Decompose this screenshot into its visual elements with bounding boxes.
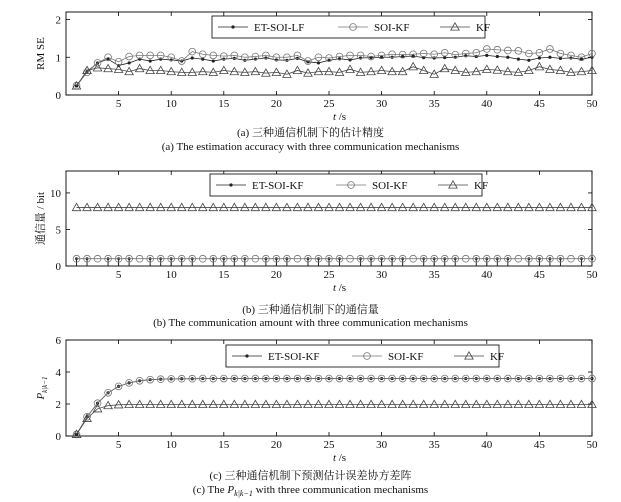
caption-c-cn: (c) 三种通信机制下预测估计误差协方差阵 bbox=[209, 470, 412, 482]
point-KF bbox=[325, 400, 333, 407]
y-tick-label: 1 bbox=[55, 52, 61, 65]
point-KF bbox=[419, 203, 427, 210]
point-KF bbox=[441, 400, 449, 407]
caption-b-en: (b) The communication amount with three communication mechanisms bbox=[153, 317, 468, 329]
point-ET-SOI-LF bbox=[212, 59, 215, 62]
point-KF bbox=[535, 63, 543, 70]
point-KF bbox=[356, 400, 364, 407]
point-KF bbox=[493, 203, 501, 210]
x-tick-label: 10 bbox=[165, 439, 177, 451]
point-KF bbox=[220, 400, 228, 407]
point-KF bbox=[441, 64, 449, 71]
point-KF bbox=[441, 203, 449, 210]
x-tick-label: 50 bbox=[586, 439, 598, 451]
point-KF bbox=[156, 400, 164, 407]
series-ET-SOI-KF bbox=[75, 377, 594, 436]
point-ET-SOI-LF bbox=[527, 59, 530, 62]
x-tick-label: 50 bbox=[586, 269, 598, 281]
legend-marker-ET-SOI-KF bbox=[229, 183, 232, 186]
point-KF bbox=[304, 203, 312, 210]
point-KF bbox=[451, 400, 459, 407]
point-KF bbox=[514, 400, 522, 407]
point-KF bbox=[546, 400, 554, 407]
x-tick-label: 10 bbox=[165, 269, 177, 281]
point-KF bbox=[409, 203, 417, 210]
point-KF bbox=[377, 66, 385, 73]
y-axis-label-main: 通信量 bbox=[35, 212, 47, 246]
legend-label-SOI-KF: SOI-KF bbox=[388, 351, 424, 363]
legend-label-KF: KF bbox=[490, 351, 505, 363]
point-KF bbox=[356, 203, 364, 210]
y-axis-label-unit: / bit bbox=[35, 191, 47, 213]
caption-c-en-sub: k|k−1 bbox=[234, 489, 253, 499]
point-KF bbox=[125, 203, 133, 210]
plot-2 bbox=[35, 335, 598, 464]
point-KF bbox=[167, 400, 175, 407]
point-KF bbox=[409, 400, 417, 407]
point-KF bbox=[178, 400, 186, 407]
point-KF bbox=[156, 66, 164, 73]
line-KF bbox=[77, 404, 592, 434]
point-KF bbox=[335, 203, 343, 210]
y-tick-label: 0 bbox=[55, 431, 61, 443]
point-ET-SOI-LF bbox=[191, 56, 194, 59]
x-axis-label bbox=[333, 282, 346, 294]
point-KF bbox=[514, 203, 522, 210]
x-tick-label: 50 bbox=[586, 98, 598, 110]
x-tick-label: 15 bbox=[218, 98, 230, 110]
x-tick-label: 15 bbox=[218, 439, 230, 451]
caption-c-en-pre: (c) The bbox=[192, 484, 228, 496]
point-KF bbox=[314, 400, 322, 407]
y-tick-label: 10 bbox=[50, 187, 61, 200]
point-KF bbox=[209, 400, 217, 407]
x-tick-label: 25 bbox=[323, 439, 335, 451]
caption-a-cn: (a) 三种通信机制下的估计精度 bbox=[237, 127, 384, 139]
point-KF bbox=[135, 203, 143, 210]
line-KF bbox=[77, 67, 592, 86]
point-KF bbox=[577, 400, 585, 407]
x-tick-label: 40 bbox=[481, 439, 493, 451]
y-axis-label-main: P bbox=[35, 392, 47, 400]
point-KF bbox=[335, 400, 343, 407]
x-tick-label: 30 bbox=[376, 439, 388, 451]
x-tick-label: 20 bbox=[270, 98, 282, 110]
point-KF bbox=[167, 203, 175, 210]
point-ET-SOI-LF bbox=[149, 59, 152, 62]
x-tick-label: 40 bbox=[481, 98, 493, 110]
x-tick-label: 35 bbox=[428, 98, 440, 110]
point-KF bbox=[462, 203, 470, 210]
x-tick-label: 45 bbox=[533, 98, 545, 110]
point-KF bbox=[398, 67, 406, 74]
point-KF bbox=[525, 66, 533, 73]
x-tick-label: 45 bbox=[533, 439, 545, 451]
series-KF bbox=[72, 63, 596, 90]
caption-b-cn: (b) 三种通信机制下的通信量 bbox=[242, 304, 379, 316]
point-KF bbox=[199, 67, 207, 74]
point-KF bbox=[262, 400, 270, 407]
point-KF bbox=[304, 400, 312, 407]
point-KF bbox=[93, 203, 101, 210]
series-KF bbox=[72, 400, 596, 437]
point-KF bbox=[188, 400, 196, 407]
x-tick-label: 25 bbox=[323, 269, 335, 281]
point-KF bbox=[398, 203, 406, 210]
point-KF bbox=[346, 400, 354, 407]
legend-label-SOI-KF: SOI-KF bbox=[374, 22, 410, 34]
series-SOI-KF bbox=[73, 255, 595, 262]
point-KF bbox=[241, 203, 249, 210]
point-KF bbox=[556, 400, 564, 407]
point-KF bbox=[293, 400, 301, 407]
point-KF bbox=[272, 203, 280, 210]
x-tick-label: 15 bbox=[218, 269, 230, 281]
point-KF bbox=[430, 400, 438, 407]
point-KF bbox=[293, 66, 301, 73]
point-KF bbox=[251, 203, 259, 210]
y-axis-label bbox=[35, 376, 49, 400]
legend-label-ET-SOI-KF: ET-SOI-KF bbox=[252, 180, 304, 192]
point-KF bbox=[199, 203, 207, 210]
point-KF bbox=[199, 400, 207, 407]
point-KF bbox=[156, 203, 164, 210]
point-KF bbox=[419, 66, 427, 73]
y-tick-label: 5 bbox=[55, 224, 61, 237]
x-tick-label: 45 bbox=[533, 269, 545, 281]
point-KF bbox=[472, 203, 480, 210]
series-SOI-KF bbox=[73, 46, 595, 89]
point-KF bbox=[388, 203, 396, 210]
point-ET-SOI-LF bbox=[548, 56, 551, 59]
point-KF bbox=[135, 64, 143, 71]
point-KF bbox=[251, 400, 259, 407]
legend bbox=[212, 16, 490, 38]
series-SOI-KF bbox=[73, 375, 595, 438]
point-KF bbox=[472, 400, 480, 407]
point-KF bbox=[377, 203, 385, 210]
point-KF bbox=[567, 203, 575, 210]
point-ET-SOI-LF bbox=[496, 55, 499, 58]
point-KF bbox=[251, 67, 259, 74]
plot-0 bbox=[35, 12, 598, 123]
point-KF bbox=[377, 400, 385, 407]
point-KF bbox=[83, 203, 91, 210]
caption-c-en bbox=[0, 484, 621, 498]
y-axis-label-sub: k|k−1 bbox=[41, 376, 49, 393]
y-tick-label: 6 bbox=[55, 335, 61, 347]
point-KF bbox=[462, 400, 470, 407]
point-KF bbox=[188, 203, 196, 210]
point-KF bbox=[272, 68, 280, 75]
point-KF bbox=[262, 203, 270, 210]
point-KF bbox=[146, 400, 154, 407]
legend-label-KF: KF bbox=[476, 22, 491, 34]
legend-label-SOI-KF: SOI-KF bbox=[372, 180, 408, 192]
point-KF bbox=[220, 66, 228, 73]
point-ET-SOI-LF bbox=[506, 56, 509, 59]
x-axis-label-var: t bbox=[332, 452, 337, 464]
point-KF bbox=[483, 400, 491, 407]
legend bbox=[226, 345, 504, 367]
point-KF bbox=[483, 65, 491, 72]
x-axis-label-var: t bbox=[332, 111, 337, 123]
caption-c-en-post: with three communication mechanisms bbox=[252, 484, 429, 496]
y-tick-label: 2 bbox=[55, 399, 61, 411]
y-tick-label: 0 bbox=[55, 90, 61, 102]
point-KF bbox=[430, 70, 438, 77]
point-KF bbox=[567, 400, 575, 407]
point-KF bbox=[346, 65, 354, 72]
caption-c-en-p: P bbox=[227, 484, 235, 496]
x-tick-label: 5 bbox=[115, 98, 122, 110]
point-KF bbox=[325, 67, 333, 74]
x-tick-label: 30 bbox=[376, 98, 388, 110]
point-KF bbox=[577, 203, 585, 210]
point-KF bbox=[525, 203, 533, 210]
point-KF bbox=[178, 203, 186, 210]
point-KF bbox=[504, 400, 512, 407]
point-KF bbox=[230, 400, 238, 407]
y-axis-label-main: RM SE bbox=[35, 37, 47, 70]
x-tick-label: 5 bbox=[115, 269, 122, 281]
legend bbox=[210, 174, 488, 196]
point-KF bbox=[220, 203, 228, 210]
x-tick-label: 30 bbox=[376, 269, 388, 281]
y-axis-label bbox=[35, 37, 47, 70]
point-KF bbox=[314, 67, 322, 74]
point-KF bbox=[483, 203, 491, 210]
point-ET-SOI-LF bbox=[485, 54, 488, 57]
point-KF bbox=[283, 203, 291, 210]
plot-1 bbox=[33, 171, 598, 294]
point-KF bbox=[72, 203, 80, 210]
x-tick-label: 35 bbox=[428, 439, 440, 451]
point-KF bbox=[146, 203, 154, 210]
point-KF bbox=[388, 400, 396, 407]
point-KF bbox=[114, 203, 122, 210]
point-KF bbox=[409, 63, 417, 70]
legend-label-ET-SOI-KF: ET-SOI-KF bbox=[268, 351, 320, 363]
point-KF bbox=[525, 400, 533, 407]
point-KF bbox=[430, 203, 438, 210]
x-axis-label-unit: /s bbox=[336, 111, 347, 123]
point-KF bbox=[556, 203, 564, 210]
point-ET-SOI-LF bbox=[128, 61, 131, 64]
point-KF bbox=[367, 400, 375, 407]
point-ET-SOI-LF bbox=[517, 58, 520, 61]
point-KF bbox=[504, 203, 512, 210]
x-axis-label-var: t bbox=[332, 282, 337, 294]
x-tick-label: 20 bbox=[270, 269, 282, 281]
point-KF bbox=[419, 400, 427, 407]
point-KF bbox=[230, 203, 238, 210]
x-tick-label: 10 bbox=[165, 98, 177, 110]
x-axis-label-unit: /s bbox=[336, 452, 347, 464]
x-axis-label-unit: /s bbox=[336, 282, 347, 294]
y-tick-label: 0 bbox=[55, 261, 61, 273]
legend-label-ET-SOI-LF: ET-SOI-LF bbox=[254, 22, 305, 34]
x-tick-label: 25 bbox=[323, 98, 335, 110]
point-ET-SOI-LF bbox=[317, 61, 320, 64]
point-KF bbox=[535, 400, 543, 407]
legend-marker-ET-SOI-LF bbox=[231, 25, 234, 28]
point-KF bbox=[293, 203, 301, 210]
point-KF bbox=[535, 203, 543, 210]
point-KF bbox=[125, 400, 133, 407]
point-KF bbox=[135, 400, 143, 407]
point-KF bbox=[314, 203, 322, 210]
point-KF bbox=[114, 401, 122, 408]
point-KF bbox=[493, 400, 501, 407]
point-KF bbox=[209, 203, 217, 210]
point-KF bbox=[104, 203, 112, 210]
x-tick-label: 5 bbox=[115, 439, 122, 451]
point-KF bbox=[325, 203, 333, 210]
x-axis-label bbox=[333, 111, 346, 123]
point-KF bbox=[346, 203, 354, 210]
point-KF bbox=[272, 400, 280, 407]
x-tick-label: 40 bbox=[481, 269, 493, 281]
y-tick-label: 4 bbox=[55, 367, 61, 379]
x-tick-label: 20 bbox=[270, 439, 282, 451]
point-ET-SOI-LF bbox=[538, 56, 541, 59]
point-KF bbox=[367, 203, 375, 210]
point-KF bbox=[451, 203, 459, 210]
legend-marker-ET-SOI-KF bbox=[245, 354, 248, 357]
series-KF bbox=[72, 203, 596, 210]
x-tick-label: 35 bbox=[428, 269, 440, 281]
point-KF bbox=[398, 400, 406, 407]
caption-a-en: (a) The estimation accuracy with three communication mechanisms bbox=[161, 141, 460, 153]
y-axis-label bbox=[33, 192, 47, 245]
point-KF bbox=[546, 203, 554, 210]
point-KF bbox=[283, 400, 291, 407]
legend-label-KF: KF bbox=[474, 180, 489, 192]
x-axis-label bbox=[333, 452, 346, 464]
y-tick-label: 2 bbox=[55, 14, 61, 27]
point-KF bbox=[241, 400, 249, 407]
